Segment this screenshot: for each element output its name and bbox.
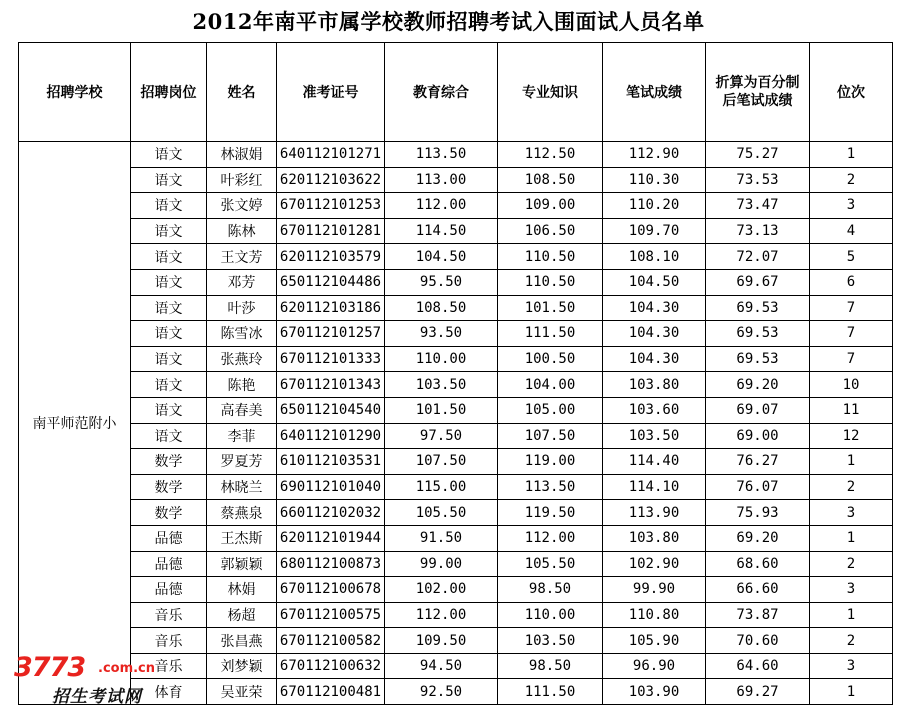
name-cell: 罗夏芳 [207,449,277,475]
professional-score-cell: 111.50 [498,679,603,705]
converted-score-cell: 73.13 [706,218,810,244]
converted-score-cell: 72.07 [706,244,810,270]
post-cell: 语文 [131,423,207,449]
post-cell: 语文 [131,321,207,347]
converted-score-cell: 73.47 [706,193,810,219]
education-score-cell: 103.50 [385,372,498,398]
exam-id-cell: 640112101290 [277,423,385,449]
professional-score-cell: 119.00 [498,449,603,475]
education-score-cell: 110.00 [385,346,498,372]
written-score-cell: 110.80 [603,602,706,628]
header-row [19,43,893,142]
education-score-cell: 107.50 [385,449,498,475]
post-cell: 语文 [131,269,207,295]
professional-score-cell: 104.00 [498,372,603,398]
name-cell: 邓芳 [207,269,277,295]
professional-score-cell: 105.00 [498,397,603,423]
exam-id-cell: 670112100678 [277,577,385,603]
post-cell: 数学 [131,474,207,500]
education-score-cell: 115.00 [385,474,498,500]
rank-cell: 1 [810,602,893,628]
written-score-cell: 104.50 [603,269,706,295]
candidate-table [18,42,893,705]
converted-score-cell: 64.60 [706,653,810,679]
name-cell: 张燕玲 [207,346,277,372]
table-row [19,602,893,628]
exam-id-cell: 620112103579 [277,244,385,270]
exam-id-cell: 680112100873 [277,551,385,577]
table-row [19,346,893,372]
page-title: 2012年南平市属学校教师招聘考试入围面试人员名单 [192,9,705,34]
professional-score-cell: 103.50 [498,628,603,654]
post-cell: 语文 [131,218,207,244]
professional-score-cell: 110.50 [498,269,603,295]
watermark-subtitle: 招生考试网 [52,687,142,707]
professional-score-cell: 112.00 [498,525,603,551]
rank-cell: 3 [810,500,893,526]
header-post: 招聘岗位 [131,43,207,142]
education-score-cell: 97.50 [385,423,498,449]
exam-id-cell: 650112104486 [277,269,385,295]
professional-score-cell: 113.50 [498,474,603,500]
header-exam-id: 准考证号 [277,43,385,142]
written-score-cell: 104.30 [603,321,706,347]
professional-score-cell: 100.50 [498,346,603,372]
rank-cell: 5 [810,244,893,270]
professional-score-cell: 112.50 [498,142,603,168]
post-cell: 语文 [131,142,207,168]
written-score-cell: 114.10 [603,474,706,500]
rank-cell: 2 [810,551,893,577]
professional-score-cell: 110.50 [498,244,603,270]
table-row [19,218,893,244]
education-score-cell: 112.00 [385,193,498,219]
converted-score-cell: 75.27 [706,142,810,168]
converted-score-cell: 69.53 [706,346,810,372]
rank-cell: 3 [810,577,893,603]
post-cell: 品德 [131,525,207,551]
education-score-cell: 93.50 [385,321,498,347]
professional-score-cell: 111.50 [498,321,603,347]
table-row [19,628,893,654]
professional-score-cell: 106.50 [498,218,603,244]
name-cell: 王文芳 [207,244,277,270]
rank-cell: 6 [810,269,893,295]
professional-score-cell: 107.50 [498,423,603,449]
professional-score-cell: 110.00 [498,602,603,628]
name-cell: 陈林 [207,218,277,244]
rank-cell: 12 [810,423,893,449]
professional-score-cell: 105.50 [498,551,603,577]
written-score-cell: 103.90 [603,679,706,705]
table-row [19,500,893,526]
rank-cell: 1 [810,679,893,705]
name-cell: 叶彩红 [207,167,277,193]
table-row [19,474,893,500]
table-row [19,397,893,423]
education-score-cell: 92.50 [385,679,498,705]
written-score-cell: 99.90 [603,577,706,603]
education-score-cell: 99.00 [385,551,498,577]
name-cell: 叶莎 [207,295,277,321]
education-score-cell: 108.50 [385,295,498,321]
education-score-cell: 105.50 [385,500,498,526]
post-cell: 音乐 [131,653,207,679]
exam-id-cell: 670112101257 [277,321,385,347]
rank-cell: 1 [810,142,893,168]
post-cell: 语文 [131,346,207,372]
post-cell: 音乐 [131,602,207,628]
written-score-cell: 104.30 [603,295,706,321]
written-score-cell: 114.40 [603,449,706,475]
table-row [19,321,893,347]
table-row [19,525,893,551]
written-score-cell: 104.30 [603,346,706,372]
exam-id-cell: 670112101343 [277,372,385,398]
education-score-cell: 113.00 [385,167,498,193]
table-row [19,193,893,219]
converted-score-cell: 69.20 [706,372,810,398]
table-row [19,269,893,295]
professional-score-cell: 98.50 [498,577,603,603]
header-written-score: 笔试成绩 [603,43,706,142]
rank-cell: 2 [810,474,893,500]
post-cell: 数学 [131,500,207,526]
written-score-cell: 105.90 [603,628,706,654]
name-cell: 郭颖颖 [207,551,277,577]
written-score-cell: 102.90 [603,551,706,577]
rank-cell: 2 [810,167,893,193]
name-cell: 陈艳 [207,372,277,398]
exam-id-cell: 640112101271 [277,142,385,168]
education-score-cell: 113.50 [385,142,498,168]
converted-score-cell: 75.93 [706,500,810,526]
table-row [19,244,893,270]
rank-cell: 7 [810,321,893,347]
name-cell: 吴亚荣 [207,679,277,705]
written-score-cell: 96.90 [603,653,706,679]
post-cell: 品德 [131,577,207,603]
name-cell: 刘梦颖 [207,653,277,679]
education-score-cell: 109.50 [385,628,498,654]
post-cell: 语文 [131,397,207,423]
table-row [19,295,893,321]
header-name: 姓名 [207,43,277,142]
converted-score-cell: 69.20 [706,525,810,551]
name-cell: 林淑娟 [207,142,277,168]
name-cell: 李菲 [207,423,277,449]
written-score-cell: 103.50 [603,423,706,449]
education-score-cell: 112.00 [385,602,498,628]
converted-score-cell: 69.27 [706,679,810,705]
rank-cell: 11 [810,397,893,423]
written-score-cell: 112.90 [603,142,706,168]
professional-score-cell: 101.50 [498,295,603,321]
post-cell: 数学 [131,449,207,475]
exam-id-cell: 670112101253 [277,193,385,219]
converted-score-cell: 69.07 [706,397,810,423]
education-score-cell: 95.50 [385,269,498,295]
table-row [19,423,893,449]
table-row [19,449,893,475]
written-score-cell: 113.90 [603,500,706,526]
post-cell: 品德 [131,551,207,577]
table-row [19,551,893,577]
professional-score-cell: 108.50 [498,167,603,193]
exam-id-cell: 610112103531 [277,449,385,475]
education-score-cell: 101.50 [385,397,498,423]
converted-score-cell: 69.53 [706,321,810,347]
name-cell: 杨超 [207,602,277,628]
table-row [19,372,893,398]
education-score-cell: 104.50 [385,244,498,270]
converted-score-cell: 68.60 [706,551,810,577]
professional-score-cell: 119.50 [498,500,603,526]
education-score-cell: 94.50 [385,653,498,679]
converted-score-cell: 73.53 [706,167,810,193]
exam-id-cell: 620112103186 [277,295,385,321]
name-cell: 张昌燕 [207,628,277,654]
written-score-cell: 110.20 [603,193,706,219]
rank-cell: 7 [810,295,893,321]
education-score-cell: 114.50 [385,218,498,244]
written-score-cell: 108.10 [603,244,706,270]
name-cell: 林娟 [207,577,277,603]
table-row [19,142,893,168]
exam-id-cell: 670112101281 [277,218,385,244]
exam-id-cell: 670112101333 [277,346,385,372]
written-score-cell: 103.80 [603,372,706,398]
header-professional-score: 专业知识 [498,43,603,142]
name-cell: 蔡燕泉 [207,500,277,526]
post-cell: 语文 [131,295,207,321]
converted-score-cell: 70.60 [706,628,810,654]
education-score-cell: 102.00 [385,577,498,603]
watermark-logo: 3773 [14,652,86,683]
header-education-score: 教育综合 [385,43,498,142]
header-converted-score: 折算为百分制后笔试成绩 [706,43,810,142]
exam-id-cell: 670112100481 [277,679,385,705]
site-watermark [14,652,174,712]
rank-cell: 10 [810,372,893,398]
rank-cell: 2 [810,628,893,654]
table-row [19,577,893,603]
exam-id-cell: 660112102032 [277,500,385,526]
converted-score-cell: 76.27 [706,449,810,475]
post-cell: 语文 [131,372,207,398]
converted-score-cell: 76.07 [706,474,810,500]
exam-id-cell: 620112101944 [277,525,385,551]
name-cell: 高春美 [207,397,277,423]
written-score-cell: 110.30 [603,167,706,193]
exam-id-cell: 670112100575 [277,602,385,628]
exam-id-cell: 670112100582 [277,628,385,654]
exam-id-cell: 620112103622 [277,167,385,193]
exam-id-cell: 690112101040 [277,474,385,500]
converted-score-cell: 69.53 [706,295,810,321]
rank-cell: 1 [810,449,893,475]
name-cell: 张文婷 [207,193,277,219]
converted-score-cell: 69.67 [706,269,810,295]
rank-cell: 7 [810,346,893,372]
rank-cell: 4 [810,218,893,244]
name-cell: 王杰斯 [207,525,277,551]
header-rank: 位次 [810,43,893,142]
post-cell: 语文 [131,193,207,219]
rank-cell: 3 [810,653,893,679]
post-cell: 语文 [131,167,207,193]
exam-id-cell: 650112104540 [277,397,385,423]
table-row [19,167,893,193]
rank-cell: 1 [810,525,893,551]
school-cell: 南平师范附小 [19,142,131,705]
watermark-domain: .com.cn [98,661,156,676]
written-score-cell: 103.80 [603,525,706,551]
professional-score-cell: 98.50 [498,653,603,679]
post-cell: 语文 [131,244,207,270]
name-cell: 陈雪冰 [207,321,277,347]
rank-cell: 3 [810,193,893,219]
written-score-cell: 103.60 [603,397,706,423]
converted-score-cell: 66.60 [706,577,810,603]
converted-score-cell: 69.00 [706,423,810,449]
post-cell: 体育 [131,679,207,705]
education-score-cell: 91.50 [385,525,498,551]
post-cell: 音乐 [131,628,207,654]
header-school: 招聘学校 [19,43,131,142]
name-cell: 林晓兰 [207,474,277,500]
exam-id-cell: 670112100632 [277,653,385,679]
professional-score-cell: 109.00 [498,193,603,219]
written-score-cell: 109.70 [603,218,706,244]
converted-score-cell: 73.87 [706,602,810,628]
